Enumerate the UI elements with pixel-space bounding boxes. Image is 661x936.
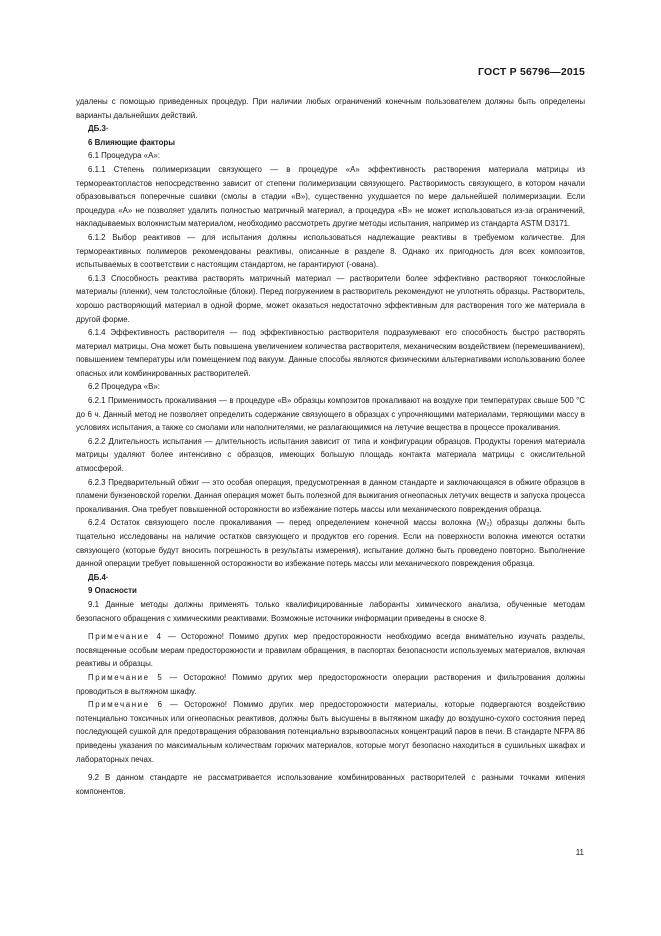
clause-6-2-1: 6.2.1 Применимость прокаливания — в процедуре «В» образцы композитов прокаливают на воздухе при температурах свыше 500 °С до 6 ч. Данный метод не позволяет определить содержание связующего в образцах с упрочняющими материалами, теряющими массу в условиях испытания, а также со смолами или наполнителями, не разлагающимися на летучие вещества в процессе прокаливания. — [76, 396, 585, 433]
annex-marker-db3: ДБ.3· — [88, 124, 109, 134]
clause-6-1: 6.1 Процедура «А»: — [88, 151, 160, 161]
note-5-label: Примечание 5 — [88, 672, 164, 682]
clause-9-1: 9.1 Данные методы должны применять только квалифицированные лаборанты химического анализа, обученные методам безопасного обращения с химическими реактивами. Возможные источники информации приведены в сноске 8. — [76, 599, 585, 623]
page-number: 11 — [575, 848, 584, 857]
clause-6-1-3: 6.1.3 Способность реактива растворять матричный материал — растворители более эффективно растворяют тонкослойные материалы (пленки), чем толстослойные (блоки). Перед погружением в растворитель рекомендуют не уплотнять образцы. Растворитель, хорошо растворяющий материал в одной форме, может оказаться недостаточно эффективным для растворения того же материала в другой форме. — [76, 273, 585, 324]
clause-6-2: 6.2 Процедура «В»: — [88, 382, 160, 392]
annex-marker-db4: ДБ.4· — [88, 572, 109, 582]
clause-6-2-4: 6.2.4 Остаток связующего после прокаливания — перед определением конечной массы волокна (W₂) образцы должны быть тщательно исследованы на наличие остатков связующего и продуктов его горения. Если на поверхности волокна имеются остатки связующего (которые будут вносить погрешность в результаты измерения), испытание должно быть проведено повторно. Выполнение данной операции требует повышенной осторожности во избежание потерь массы или механического повреждения образца. — [76, 518, 585, 569]
note-6 — [76, 698, 585, 766]
section-9-heading: 9 Опасности — [88, 586, 137, 596]
clause-9-2: 9.2 В данном стандарте не рассматривается использование комбинированных растворителей с разными точками кипения компонентов. — [76, 773, 585, 796]
note-4-text: — Осторожно! Помимо других мер предосторожности необходимо всегда внимательно изучать разделы, посвященные особым мерам предосторожности и правилам обращения, в паспортах безопасности используемых материалов, включая реактивы и образцы. — [76, 632, 586, 669]
clause-6-2-3: 6.2.3 Предварительный обжиг — это особая операция, предусмотренная в данном стандарте и заключающаяся в обжиге образцов в пламени бунзеновской горелки. Данная операция может быть полезной для выжигания огнеопасных летучих веществ и запуска процесса прокаливания. Она требует повышенной осторожности во избежание потерь массы или механического повреждения образца. — [76, 477, 585, 514]
clause-6-1-1: 6.1.1 Степень полимеризации связующего — в процедуре «А» эффективность растворения материала матрицы из термореактопластов непосредственно зависит от степени полимеризации связующего. Растворимость связующего, в котором начали образовываться поперечные сшивки (смолы в стадии «В»), существенно ухудшается по мере дальнейшей полимеризации. Если процедура «А» не позволяет удалить полностью матричный материал, а процедура «В» не может использоваться из-за ограничений, накладываемых волокнистым материалом, необходимо рассмотреть другие методы испытания, например из стандарта ASTM D3171. — [76, 164, 585, 229]
note-5 — [76, 671, 585, 698]
note-4 — [76, 630, 585, 671]
section-6-heading: 6 Влияющие факторы — [88, 137, 175, 147]
standard-header: ГОСТ Р 56796—2015 — [477, 66, 585, 78]
clause-6-1-4: 6.1.4 Эффективность растворителя — под эффективностью растворителя подразумевают его способность быстро растворять материал матрицы. Она может быть повышена увеличением количества растворителя, механическим воздействием (перемешиванием), повышением температуры или помещением под вакуум. Данные способы являются физическими альтернативами использованию более опасных или комбинированных растворителей. — [76, 328, 585, 378]
note-5-text: — Осторожно! Помимо других мер предосторожности операции растворения и фильтрования должны проводиться в вытяжном шкафу. — [76, 672, 585, 696]
intro-paragraph: удалены с помощью приведенных процедур. При наличии любых ограничений конечным пользователем должны быть определены варианты дальнейших действий. — [76, 97, 585, 120]
clause-6-2-2: 6.2.2 Длительность испытания — длительность испытания зависит от типа и конфигурации образцов. Продукты горения материала матрицы удаляют более интенсивно с образцов, имеющих большую площадь контакта материала матрицы с окислительной атмосферой. — [76, 436, 585, 474]
note-6-label: Примечание 6 — [88, 700, 164, 710]
note-4-label: Примечание 4 — [88, 632, 163, 642]
clause-6-1-2: 6.1.2 Выбор реактивов — для испытания должны использоваться надлежащие реактивы в требуемом количестве. Для термореактивных полимеров рекомендованы реактивы, описанные в разделе 8. Однако их пригодность для всех композитов, испытываемых в соответствии с настоящим стандартом, не гарантируют (-ована). — [76, 232, 585, 270]
document-body — [76, 95, 585, 798]
note-6-text: — Осторожно! Помимо других мер предосторожности материалы, которые подвергаются воздействию потенциально токсичных или огнеопасных реактивов, должны быть высушены в вытяжном шкафу до воздушно-сухого состояния перед последующей сушкой для предотвращения образования потенциально взрывоопасных концентраций паров в печи. В стандарте NFPA 86 приведены указания по максимальным количествам горючих материалов, которые могут безопасно находиться в сушильных шкафах и лабораторных печах. — [76, 700, 586, 764]
